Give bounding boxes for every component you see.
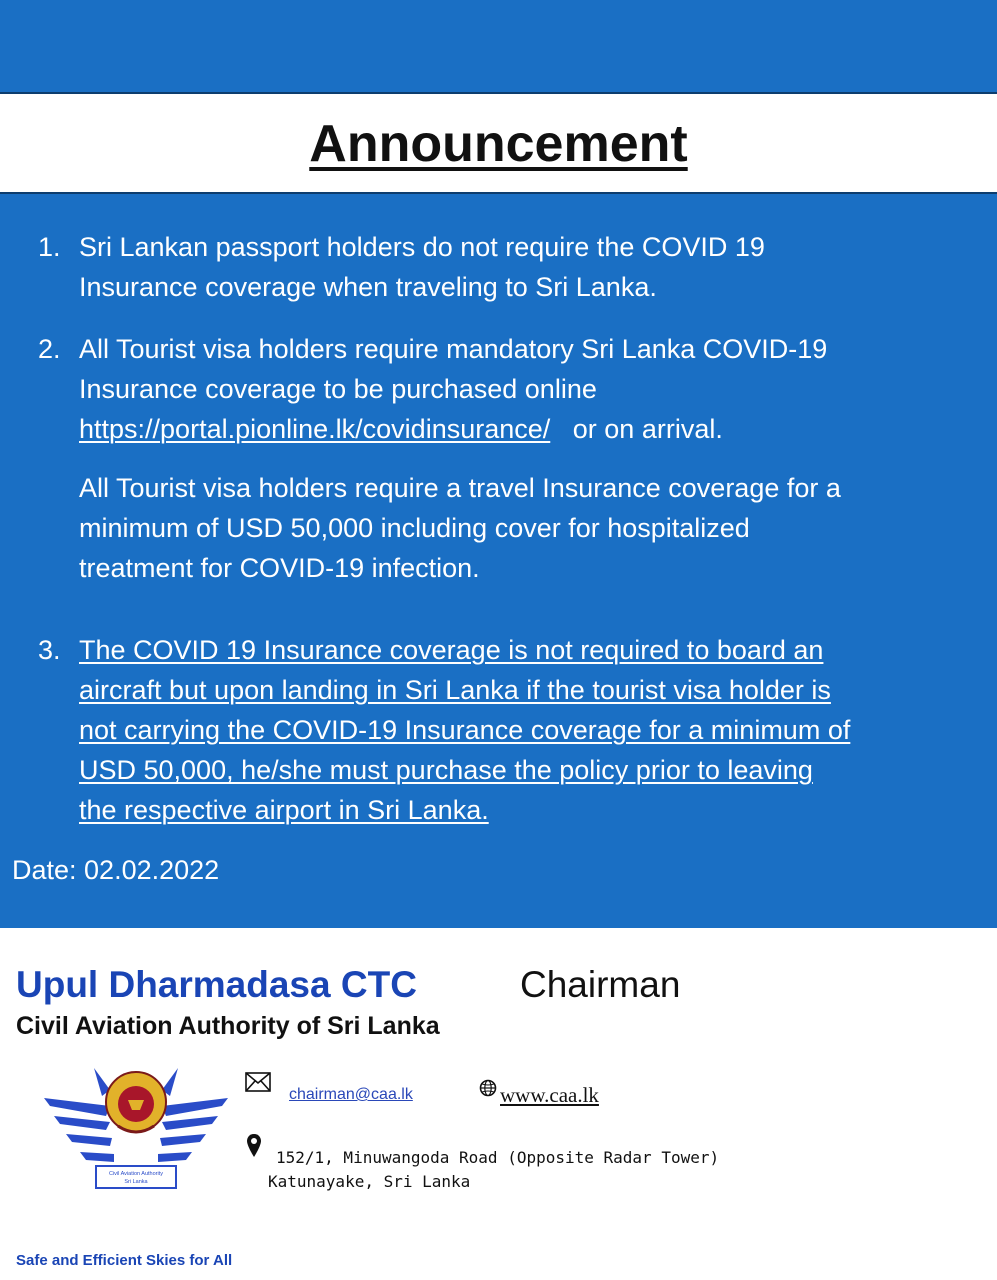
item-line: The COVID 19 Insurance coverage is not required to board an [79, 635, 824, 665]
insurance-portal-link[interactable]: https://portal.pionline.lk/covidinsurance/ [79, 414, 551, 444]
item-line: Insurance coverage to be purchased online [79, 374, 597, 404]
map-pin-icon [246, 1133, 262, 1159]
item-line: Sri Lankan passport holders do not require the COVID 19 [79, 232, 765, 262]
item-line: All Tourist visa holders require mandatory Sri Lanka COVID-19 [79, 334, 828, 364]
address-line: Katunayake, Sri Lanka [268, 1172, 471, 1191]
top-banner [0, 0, 997, 94]
item-line: All Tourist visa holders require a travel Insurance coverage for a [79, 473, 841, 503]
item-number: 1. [38, 232, 61, 262]
signatory-role: Chairman [520, 964, 681, 1005]
item-line: the respective airport in Sri Lanka. [79, 795, 489, 825]
item-line: USD 50,000, he/she must purchase the policy prior to leaving [79, 755, 813, 785]
logo-text: Sri Lanka [124, 1179, 148, 1185]
item-line: Insurance coverage when traveling to Sri Lanka. [79, 272, 657, 302]
announcement-body [0, 194, 997, 928]
envelope-icon [245, 1072, 271, 1092]
address-line: 152/1, Minuwangoda Road (Opposite Radar Tower) [276, 1148, 720, 1167]
item-number: 2. [38, 334, 61, 364]
logo-text: Civil Aviation Authority [108, 1171, 164, 1177]
item-line: aircraft but upon landing in Sri Lanka if the tourist visa holder is [79, 675, 831, 705]
item-line: not carrying the COVID-19 Insurance coverage for a minimum of [79, 715, 851, 745]
tagline: Safe and Efficient Skies for All [16, 1252, 233, 1269]
item-line: treatment for COVID-19 infection. [79, 553, 480, 583]
email-link[interactable]: chairman@caa.lk [289, 1086, 413, 1103]
link-suffix: or on arrival. [572, 414, 723, 444]
signature-footer [0, 928, 997, 1280]
item-number: 3. [38, 635, 61, 665]
page-title: Announcement [309, 115, 688, 173]
website-link[interactable]: www.caa.lk [500, 1083, 599, 1107]
caasl-logo [40, 1066, 232, 1194]
signatory-name: Upul Dharmadasa CTC [16, 964, 417, 1005]
announcement-date: Date: 02.02.2022 [12, 855, 220, 885]
item-line: minimum of USD 50,000 including cover for hospitalized [79, 513, 750, 543]
item-line [79, 409, 959, 449]
organization-name: Civil Aviation Authority of Sri Lanka [16, 1012, 440, 1040]
globe-icon [479, 1079, 497, 1097]
address [268, 1146, 719, 1194]
